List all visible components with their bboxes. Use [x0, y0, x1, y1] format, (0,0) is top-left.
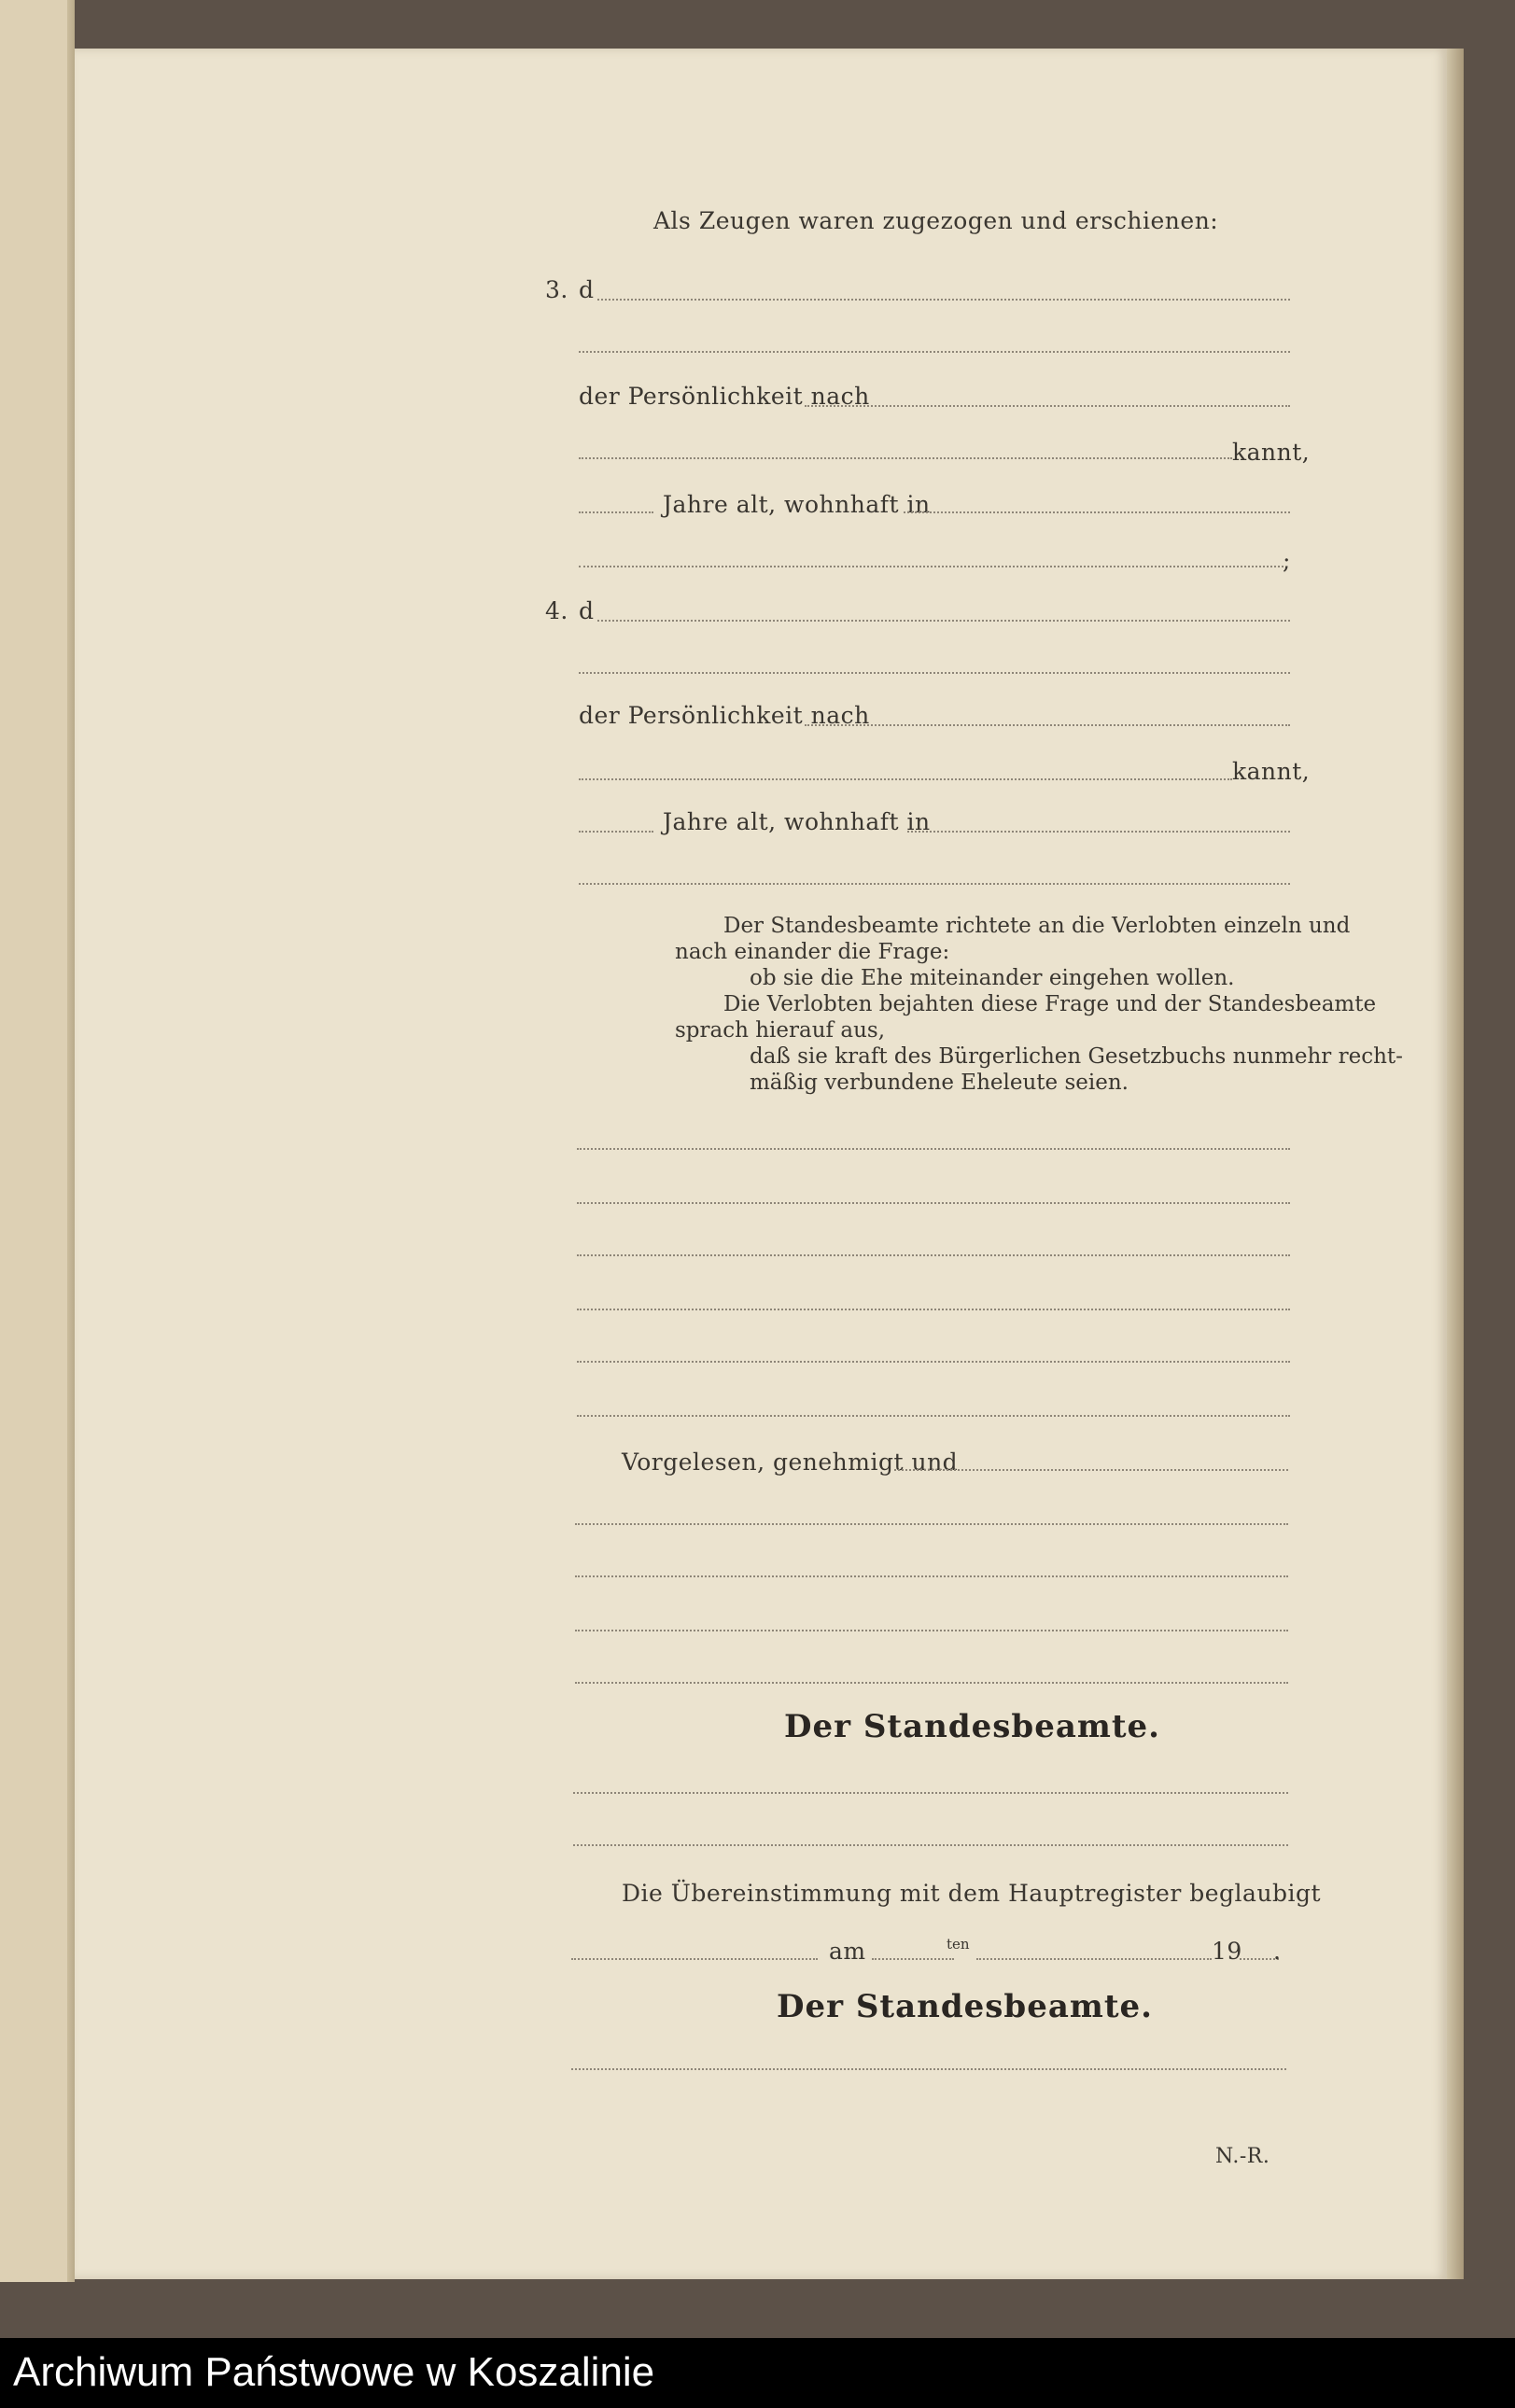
witness-4-age-line [579, 831, 653, 833]
blank-line [577, 1202, 1290, 1204]
date-end-mark: . [1273, 1938, 1282, 1965]
witness-4-residence-line [907, 831, 1290, 833]
witness-3-identity-line [805, 405, 1290, 407]
witness-4-prefix: d [579, 597, 595, 624]
date-ten-label: ten [947, 1936, 970, 1953]
witness-4-known-line [579, 778, 1232, 780]
place-line [571, 1958, 818, 1960]
witness-3-age-label: Jahre alt, wohnhaft in [663, 491, 931, 518]
month-line [976, 1958, 1212, 1960]
witness-4-number: 4. [545, 597, 568, 624]
witness-3-known-label: kannt, [1232, 439, 1311, 466]
witness-3-known-line [579, 457, 1232, 459]
form-code: N.-R. [1215, 2145, 1270, 2168]
witness-4-known-label: kannt, [1232, 758, 1311, 785]
witness-3-residence-line [904, 511, 1290, 513]
date-am-label: am [829, 1938, 866, 1965]
registrar-signature-line-2 [571, 2068, 1286, 2070]
blank-line [577, 1254, 1290, 1256]
witness-4-name-line [597, 620, 1290, 622]
ceremony-paragraph [675, 913, 1403, 1096]
witness-4-identity-label: der Persönlichkeit nach [579, 702, 870, 729]
date-year-label: 19 [1212, 1938, 1242, 1965]
witness-3-name-line [597, 299, 1290, 301]
archive-name: Archiwum Państwowe w Koszalinie [13, 2349, 655, 2395]
witness-3-number: 3. [545, 276, 568, 303]
witness-4-identity-line [805, 724, 1290, 726]
witness-3-prefix: d [579, 276, 595, 303]
ceremony-line: Der Standesbeamte richtete an die Verlobten einzeln und [723, 914, 1351, 938]
witness-3-identity-label: der Persönlichkeit nach [579, 383, 870, 410]
read-approved-label: Vorgelesen, genehmigt und [622, 1449, 959, 1476]
witness-3-name-line-2 [579, 351, 1290, 353]
blank-line [577, 1148, 1290, 1150]
witness-4-age-label: Jahre alt, wohnhaft in [663, 808, 931, 835]
witness-4-residence-line-2 [579, 883, 1290, 885]
page-edge [1447, 49, 1464, 2279]
ceremony-line: Die Verlobten bejahten diese Frage und der Standesbeamte [723, 992, 1377, 1016]
archive-footer [0, 2338, 1515, 2408]
signature-line [575, 1575, 1288, 1577]
blank-line [577, 1361, 1290, 1363]
registrar-title: Der Standesbeamte. [784, 1708, 1161, 1745]
binding-fold [67, 0, 75, 2282]
signature-line [894, 1469, 1288, 1471]
signature-line [575, 1630, 1288, 1631]
ceremony-line: daß sie kraft des Bürgerlichen Gesetzbuchs nunmehr recht- [750, 1044, 1403, 1069]
witness-3-age-line [579, 511, 653, 513]
registrar-signature-line [573, 1792, 1288, 1794]
witness-3-residence-line-2 [579, 566, 1284, 567]
signature-line [575, 1523, 1288, 1525]
witnesses-heading: Als Zeugen waren zugezogen und erschienen: [653, 207, 1219, 234]
ceremony-line: ob sie die Ehe miteinander eingehen wollen. [750, 966, 1235, 990]
certification-text: Die Übereinstimmung mit dem Hauptregister beglaubigt [622, 1880, 1322, 1907]
signature-line [575, 1682, 1288, 1684]
ceremony-line: nach einander die Frage: [675, 940, 950, 964]
ceremony-line: sprach hierauf aus, [675, 1018, 886, 1043]
witness-4-name-line-2 [579, 672, 1290, 674]
witness-3-end-mark: ; [1283, 547, 1291, 574]
blank-line [577, 1415, 1290, 1417]
registrar-title-2: Der Standesbeamte. [777, 1988, 1154, 2025]
ceremony-line: mäßig verbundene Eheleute seien. [750, 1071, 1129, 1095]
day-line [872, 1958, 954, 1960]
previous-page-edge [0, 0, 75, 2282]
registrar-signature-line [573, 1844, 1288, 1846]
blank-line [577, 1309, 1290, 1310]
